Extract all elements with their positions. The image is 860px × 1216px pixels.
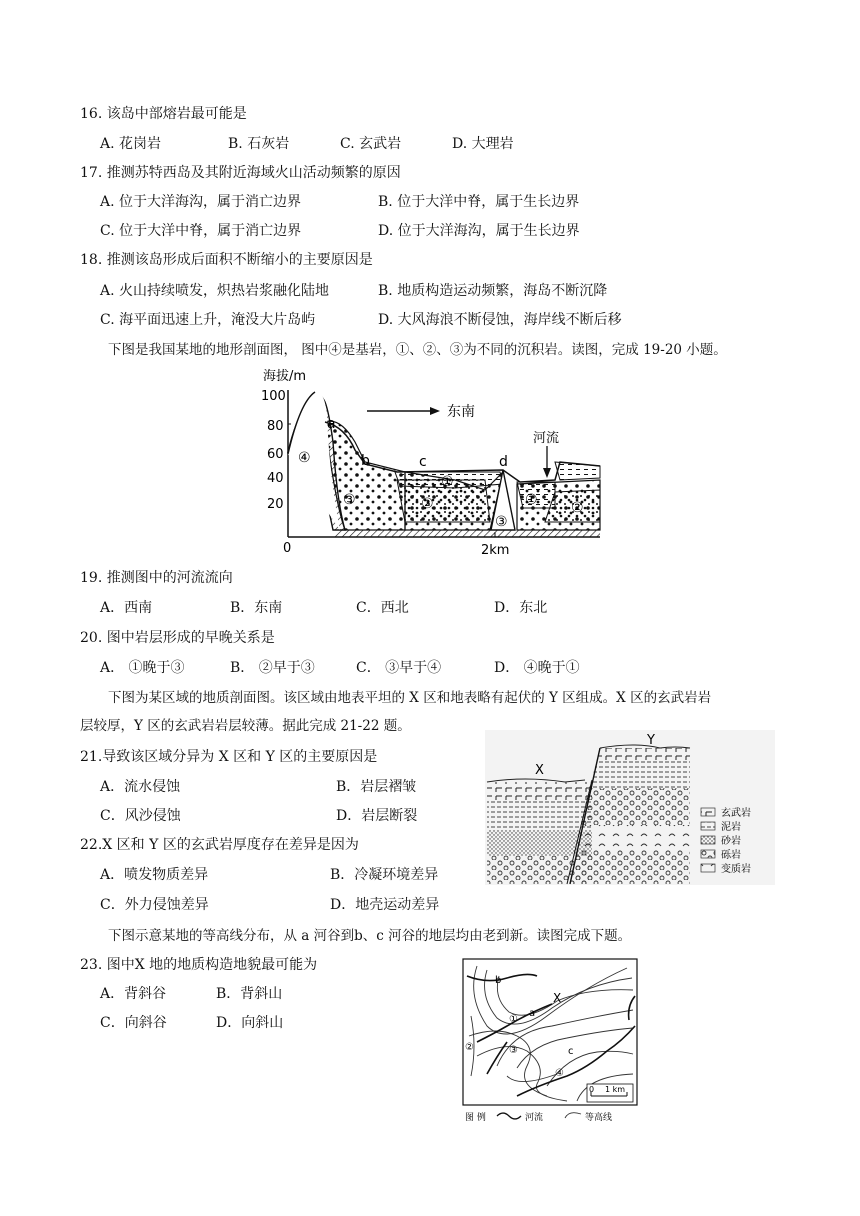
q23-option-b[interactable]: B．背斜山 [216,986,283,1002]
q22-stem: 22.X 区和 Y 区的玄武岩厚度存在差异是因为 [80,837,359,853]
legend-conglomerate: 砾岩 [721,850,741,861]
map-legend-contour: 等高线 [585,1113,613,1123]
scale-1km: 1 km [605,1085,626,1094]
legend-basalt: 玄武岩 [721,808,751,819]
q19-option-d[interactable]: D．东北 [494,600,548,616]
q19-option-b[interactable]: B．东南 [230,600,283,616]
contour-3-label: ③ [509,1045,518,1056]
q18-option-d[interactable]: D. 大风海浪不断侵蚀，海岸线不断后移 [378,312,622,328]
river-label: 河流 [533,431,560,446]
q20-option-b[interactable]: B． ②早于③ [230,660,315,676]
x-scale-label: 2km [481,543,510,558]
point-a: a [327,416,336,432]
layer-1-left: ① [441,474,454,490]
point-d: d [499,454,508,470]
q20-option-d[interactable]: D． ④晚于① [494,660,580,676]
y-axis-label: 海拔/m [263,369,307,384]
q16-option-a[interactable]: A. 花岗岩 [100,136,162,152]
point-b: b [361,453,370,469]
q17-option-c[interactable]: C. 位于大洋中脊，属于消亡边界 [100,223,302,239]
q17-option-d[interactable]: D. 位于大洋海沟，属于生长边界 [378,223,580,239]
q17-stem: 17. 推测苏特西岛及其附近海域火山活动频繁的原因 [80,165,401,181]
contour-legend-icon [565,1113,581,1118]
q21-option-d[interactable]: D．岩层断裂 [336,808,418,824]
intro-21-22-line2: 层较厚，Y 区的玄武岩岩层较薄。据此完成 21-22 题。 [80,718,411,734]
legend-metamorphic: 变质岩 [721,864,751,875]
q16-stem: 16. 该岛中部熔岩最可能是 [80,106,247,122]
q22-option-c[interactable]: C．外力侵蚀差异 [100,897,209,913]
layer-2-right: ② [571,500,584,516]
intro-23: 下图示意某地的等高线分布，从 a 河谷到b、c 河谷的地层均由老到新。读图完成下题。 [108,928,632,944]
q21-stem: 21.导致该区域分异为 X 区和 Y 区的主要原因是 [80,749,378,765]
q18-option-a[interactable]: A. 火山持续喷发，炽热岩浆融化陆地 [100,283,330,299]
layer-1-right: ① [525,492,538,508]
map-legend-title: 图 例 [465,1113,486,1123]
q16-option-d[interactable]: D. 大理岩 [452,136,514,152]
x-zone-label: X [535,763,544,778]
map-legend-river: 河流 [525,1113,544,1123]
scale-zero: 0 [589,1085,595,1094]
q18-option-c[interactable]: C. 海平面迅速上升，淹没大片岛屿 [100,312,316,328]
intro-19-20: 下图是我国某地的地形剖面图， 图中④是基岩，①、②、③为不同的沉积岩。读图，完成 19-20 小题。 [108,342,727,358]
q20-option-c[interactable]: C． ③早于④ [356,660,442,676]
q22-option-a[interactable]: A．喷发物质差异 [100,867,209,883]
intro-21-22-line1: 下图为某区域的地质剖面图。该区域由地表平坦的 X 区和地表略有起伏的 Y 区组成。X 区的玄武岩岩 [108,690,712,706]
layer-2-left: ② [421,496,434,512]
layer-3-right: ③ [495,514,508,530]
q16-option-b[interactable]: B. 石灰岩 [228,136,290,152]
q17-option-a[interactable]: A. 位于大洋海沟，属于消亡边界 [100,194,302,210]
q21-option-a[interactable]: A．流水侵蚀 [100,779,181,795]
layer-4: ④ [298,450,311,466]
q18-option-b[interactable]: B. 地质构造运动频繁，海岛不断沉降 [378,283,608,299]
legend-mudstone: 泥岩 [721,822,741,833]
y-tick-80: 80 [267,419,284,434]
y-zone-label: Y [647,733,655,748]
q19-option-c[interactable]: C．西北 [356,600,409,616]
q22-option-d[interactable]: D．地壳运动差异 [330,897,440,913]
y-tick-40: 40 [267,471,284,486]
river-c-label: c [568,1046,574,1057]
direction-label: 东南 [447,404,475,420]
y-tick-60: 60 [267,447,284,462]
river-b-label: b [495,975,502,986]
q22-option-b[interactable]: B．冷凝环境差异 [330,867,439,883]
map-x-label: X [553,991,562,1005]
q16-option-c[interactable]: C. 玄武岩 [340,136,402,152]
layer-3-left: ③ [343,492,356,508]
q23-option-c[interactable]: C．向斜谷 [100,1015,167,1031]
y-tick-100: 100 [261,389,286,404]
terrain-profile-figure [255,362,615,558]
q20-stem: 20. 图中岩层形成的早晚关系是 [80,630,275,646]
geologic-section-figure [485,730,775,885]
q19-stem: 19. 推测图中的河流流向 [80,570,233,586]
q21-option-b[interactable]: B．岩层褶皱 [336,779,417,795]
q21-option-c[interactable]: C．风沙侵蚀 [100,808,181,824]
contour-1-label: ① [509,1014,518,1025]
point-c: c [419,454,427,470]
contour-4-label: ④ [555,1068,564,1079]
q19-option-a[interactable]: A．西南 [100,600,153,616]
river-a-label: a [529,1008,536,1019]
river-legend-icon [497,1113,521,1119]
q23-option-a[interactable]: A．背斜谷 [100,986,167,1002]
origin-label: 0 [283,541,292,556]
q23-stem: 23. 图中X 地的地质构造地貌最可能为 [80,957,318,973]
contour-map-figure [457,956,642,1128]
q20-option-a[interactable]: A． ①晚于③ [100,660,185,676]
legend-sandstone: 砂岩 [721,836,741,847]
contour-2-label: ② [465,1042,474,1053]
q17-option-b[interactable]: B. 位于大洋中脊，属于生长边界 [378,194,580,210]
q18-stem: 18. 推测该岛形成后面积不断缩小的主要原因是 [80,252,373,268]
y-tick-20: 20 [267,497,284,512]
q23-option-d[interactable]: D．向斜山 [216,1015,284,1031]
